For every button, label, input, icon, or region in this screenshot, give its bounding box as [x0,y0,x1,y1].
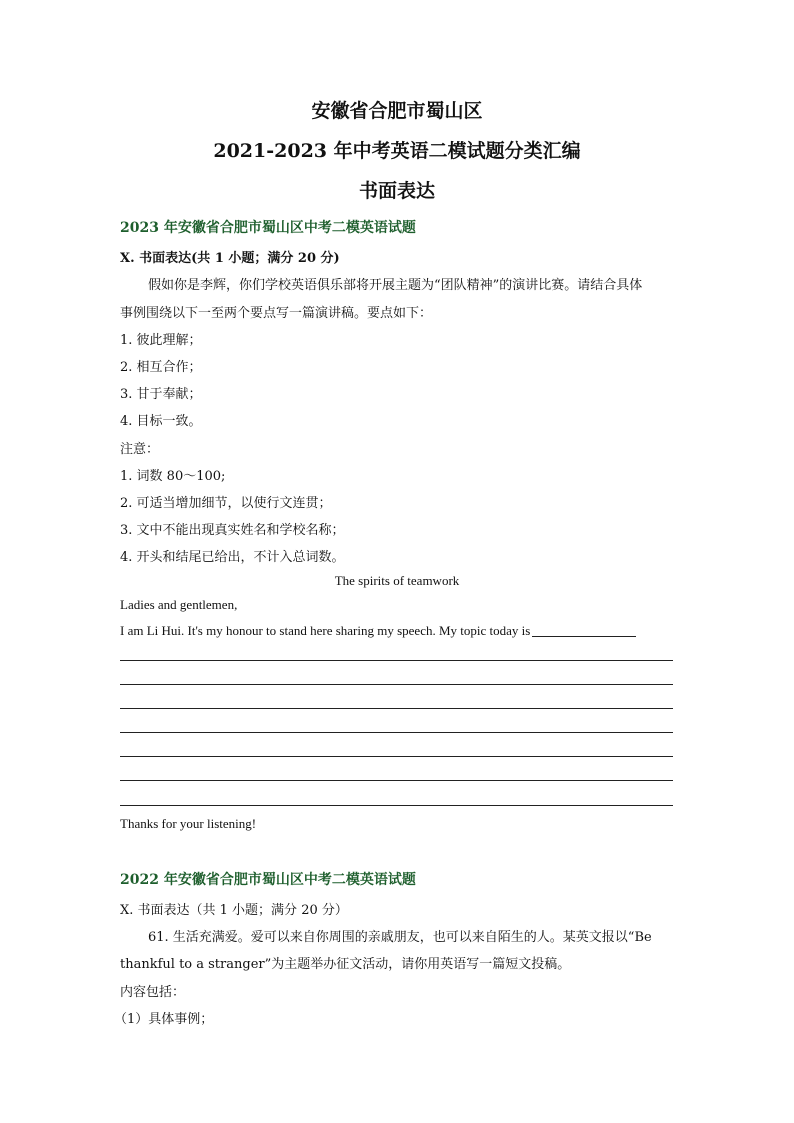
topic-blank [532,624,636,637]
point-item: 1. 彼此理解； [120,333,202,348]
content-item: （1）具体事例； [114,1012,214,1027]
question-title-2023: X. 书面表达(共 1 小题；满分 20 分) [120,251,340,266]
intro-2022-line-1: 61. 生活充满爱。爱可以来自你周围的亲戚朋友，也可以来自陌生的人。某英文报以“Be [148,930,652,945]
essay-greeting: Ladies and gentlemen, [120,597,238,612]
note-item: 1. 词数 80～100; [120,469,226,484]
writing-line [120,708,673,709]
question-title-2022: X. 书面表达（共 1 小题；满分 20 分） [120,903,348,918]
section-heading-2023: 2023 年安徽省合肥市蜀山区中考二模英语试题 [120,220,416,236]
essay-closing: Thanks for your listening! [120,816,257,831]
note-item: 2. 可适当增加细节，以使行文连贯； [120,496,332,511]
note-item: 3. 文中不能出现真实姓名和学校名称； [120,523,345,538]
writing-line [120,756,673,757]
section-heading-2022: 2022 年安徽省合肥市蜀山区中考二模英语试题 [120,872,416,888]
doc-title-topic: 书面表达 [358,180,435,202]
essay-opening-line [120,623,636,639]
doc-title-region: 安徽省合肥市蜀山区 [311,100,483,122]
point-item: 2. 相互合作； [120,360,202,375]
writing-line [120,780,673,781]
essay-title: The spirits of teamwork [334,573,460,588]
writing-line [120,684,673,685]
note-item: 4. 开头和结尾已给出，不计入总词数。 [120,550,345,565]
writing-line [120,732,673,733]
content-label: 内容包括： [120,985,186,1000]
point-item: 4. 目标一致。 [120,414,202,429]
notes-label: 注意： [120,442,160,457]
essay-opening-text: I am Li Hui. It's my honour to stand here sharing my speech. My topic today is [120,623,531,638]
intro-line-2: 事例围绕以下一至两个要点写一篇演讲稿。要点如下： [120,306,433,321]
intro-2022-line-2: thankful to a stranger”为主题举办征文活动，请你用英语写一篇短文投稿。 [120,957,571,972]
writing-line [120,660,673,661]
doc-title-series: 2021-2023 年中考英语二模试题分类汇编 [213,140,581,162]
intro-line-1: 假如你是李辉，你们学校英语俱乐部将开展主题为“团队精神”的演讲比赛。请结合具体 [148,278,643,293]
point-item: 3. 甘于奉献； [120,387,202,402]
writing-line [120,805,673,806]
